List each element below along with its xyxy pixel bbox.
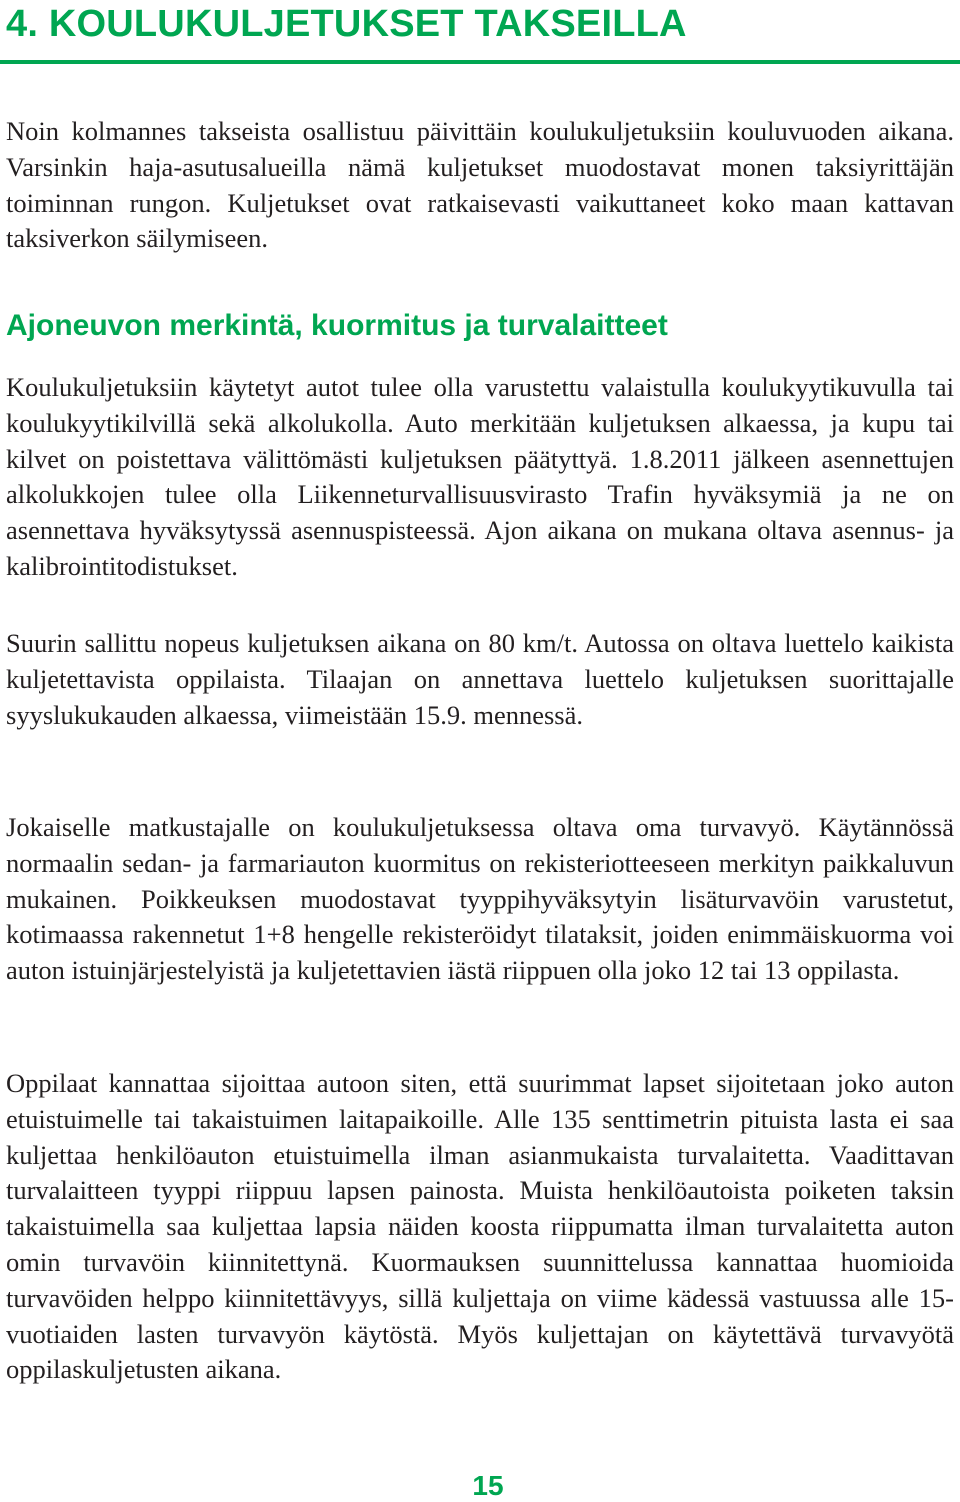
page-title: 4. KOULUKULJETUKSET TAKSEILLA xyxy=(6,3,687,45)
page-number: 15 xyxy=(472,1470,504,1501)
title-underline-rule xyxy=(0,60,960,64)
paragraph-speed-and-list: Suurin sallittu nopeus kuljetuksen aikana on 80 km/t. Autossa on oltava luettelo kaikista kuljetettavista oppilaista. Tilaajan on annettava luettelo kuljetuksen suorittajalle syyslukukauden alkaessa, viimeistään 15.9. mennessä. xyxy=(6,628,954,730)
paragraph-child-seating: Oppilaat kannattaa sijoittaa autoon siten, että suurimmat lapset sijoitetaan joko auton etuistuimelle tai takaistuimen laitapaikoille. Alle 135 senttimetrin pituista lasta ei saa kuljettaa henkilöauton etuistuimella ilman asianmukaista turvalaitetta. Vaadittavan turvalaitteen tyyppi riippuu lapsen painosta. Muista henkilöautoista poiketen taksin takaistuimella saa kuljettaa lapsia näiden koosta riippumatta ilman turvalaitetta auton omin turvavöin kiinnitettynä. Kuormauksen suunnittelussa kannattaa huomioida turvavöiden helppo kiinnitettävyys, sillä kuljettaja on viime kädessä vastuussa alle 15-vuotiaiden lasten turvavyön käytöstä. Myös kuljettajan on käytettävä turvavyötä oppilaskuljetusten aikana. xyxy=(6,1068,954,1385)
paragraph-markings-alcolock: Koulukuljetuksiin käytetyt autot tulee olla varustettu valaistulla koulukyytikuvulla tai koulukyytikilvillä sekä alkolukolla. Auto merkitään kuljetuksen alkaessa, ja kupu tai kilvet on poistettava välittömästi kuljetuksen päätyttyä. 1.8.2011 jälkeen asennettujen alkolukkojen tulee olla Liikenneturvallisuusvirasto Trafin hyväksymiä ja ne on asennettava hyväksytyssä asennuspisteessä. Ajon aikana on mukana oltava asennus- ja kalibrointitodistukset. xyxy=(6,372,954,581)
paragraph-seatbelts-load: Jokaiselle matkustajalle on koulukuljetuksessa oltava oma turvavyö. Käytännössä normaalin sedan- ja farmariauton kuormitus on rekisteriotteeseen merkityn paikkaluvun mukainen. Poikkeuksen muodostavat tyyppihyväksytyin lisäturvavöin varustetut, kotimaassa rakennetut 1+8 hengelle rekisteröidyt tilataksit, joiden enimmäiskuorma voi auton istuinjärjestelyistä ja kuljetettavien iästä riippuen olla joko 12 tai 13 oppilasta. xyxy=(6,812,954,986)
intro-paragraph: Noin kolmannes takseista osallistuu päivittäin koulukuljetuksiin kouluvuoden aikana. Varsinkin haja-asutusalueilla nämä kuljetukset muodostavat monen taksiyrittäjän toiminnan rungon. Kuljetukset ovat ratkaisevasti vaikuttaneet koko maan kattavan taksiverkon säilymiseen. xyxy=(6,116,954,254)
section-heading: Ajoneuvon merkintä, kuormitus ja turvalaitteet xyxy=(6,309,668,342)
